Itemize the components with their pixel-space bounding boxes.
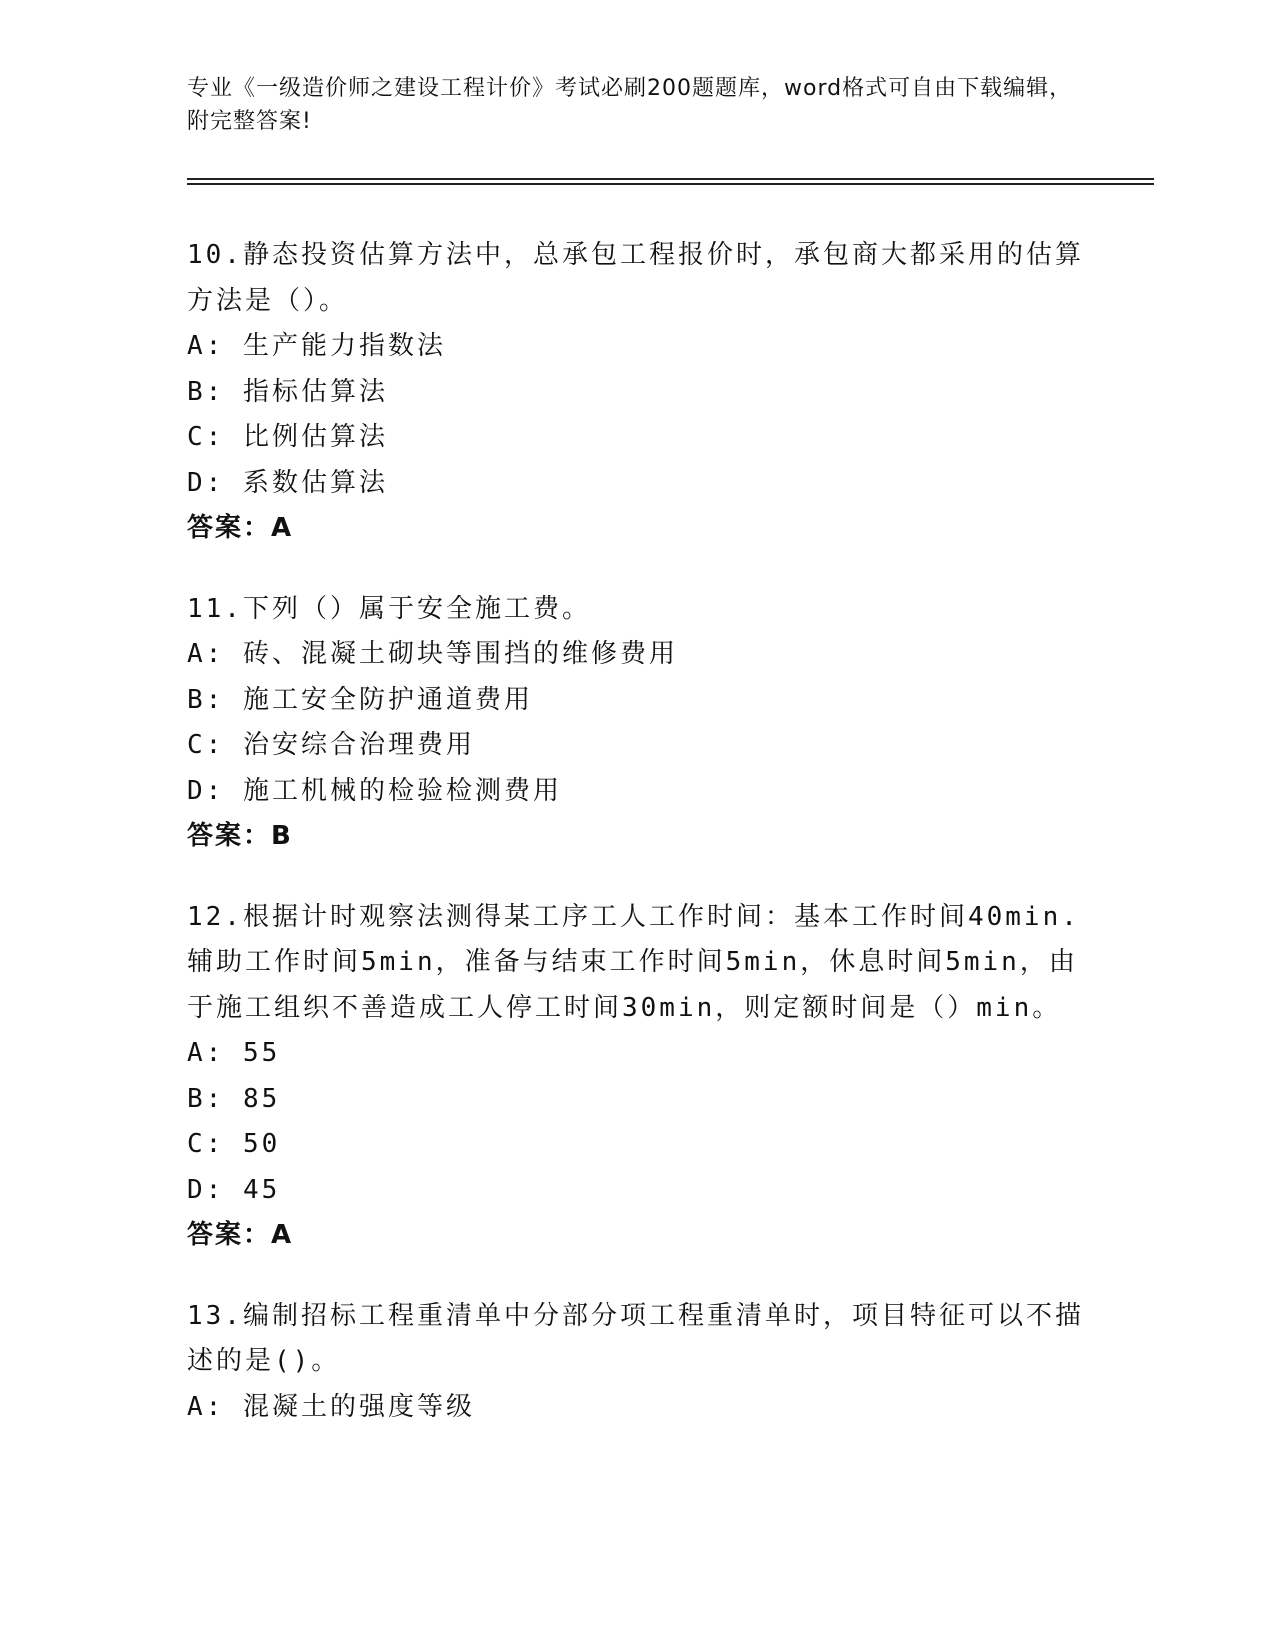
question-stem: 10.静态投资估算方法中，总承包工程报价时，承包商大都采用的估算方法是（）。 (187, 240, 1084, 316)
option-c: C: 50 (187, 1129, 281, 1159)
option-b: B: 85 (187, 1083, 281, 1114)
question-13 (187, 1294, 1087, 1431)
answer-label: 答案：A (187, 1220, 294, 1250)
option-c: C: 治安综合治理费用 (187, 730, 475, 760)
question-stem: 13.编制招标工程重清单中分部分项工程重清单时，项目特征可以不描述的是()。 (187, 1300, 1084, 1376)
answer-label: 答案：A (187, 513, 294, 543)
option-d: D: 45 (187, 1174, 281, 1205)
option-b: B: 指标估算法 (187, 376, 388, 407)
question-12 (187, 895, 1087, 1259)
header-divider-bottom (187, 183, 1154, 185)
question-stem: 11.下列（）属于安全施工费。 (187, 593, 591, 624)
option-c: C: 比例估算法 (187, 422, 388, 452)
option-a: A: 生产能力指数法 (187, 331, 446, 361)
question-stem: 12.根据计时观察法测得某工序工人工作时间：基本工作时间40min.辅助工作时间5min，准备与结束工作时间5min，休息时间5min，由于施工组织不善造成工人停工时间30min，则定额时间是（）min。 (187, 901, 1080, 1023)
question-list (187, 233, 1087, 1465)
document-header: 专业《一级造价师之建设工程计价》考试必刷200题题库，word格式可自由下载编辑，附完整答案! (187, 76, 1073, 134)
answer-label: 答案：B (187, 821, 293, 851)
option-a: A: 混凝土的强度等级 (187, 1391, 475, 1422)
option-a: A: 砖、混凝土砌块等围挡的维修费用 (187, 639, 678, 669)
question-11 (187, 587, 1087, 860)
question-10 (187, 233, 1087, 552)
option-d: D: 系数估算法 (187, 467, 388, 498)
header-divider-top (187, 178, 1154, 180)
option-b: B: 施工安全防护通道费用 (187, 684, 533, 715)
option-d: D: 施工机械的检验检测费用 (187, 775, 562, 806)
option-a: A: 55 (187, 1038, 281, 1068)
